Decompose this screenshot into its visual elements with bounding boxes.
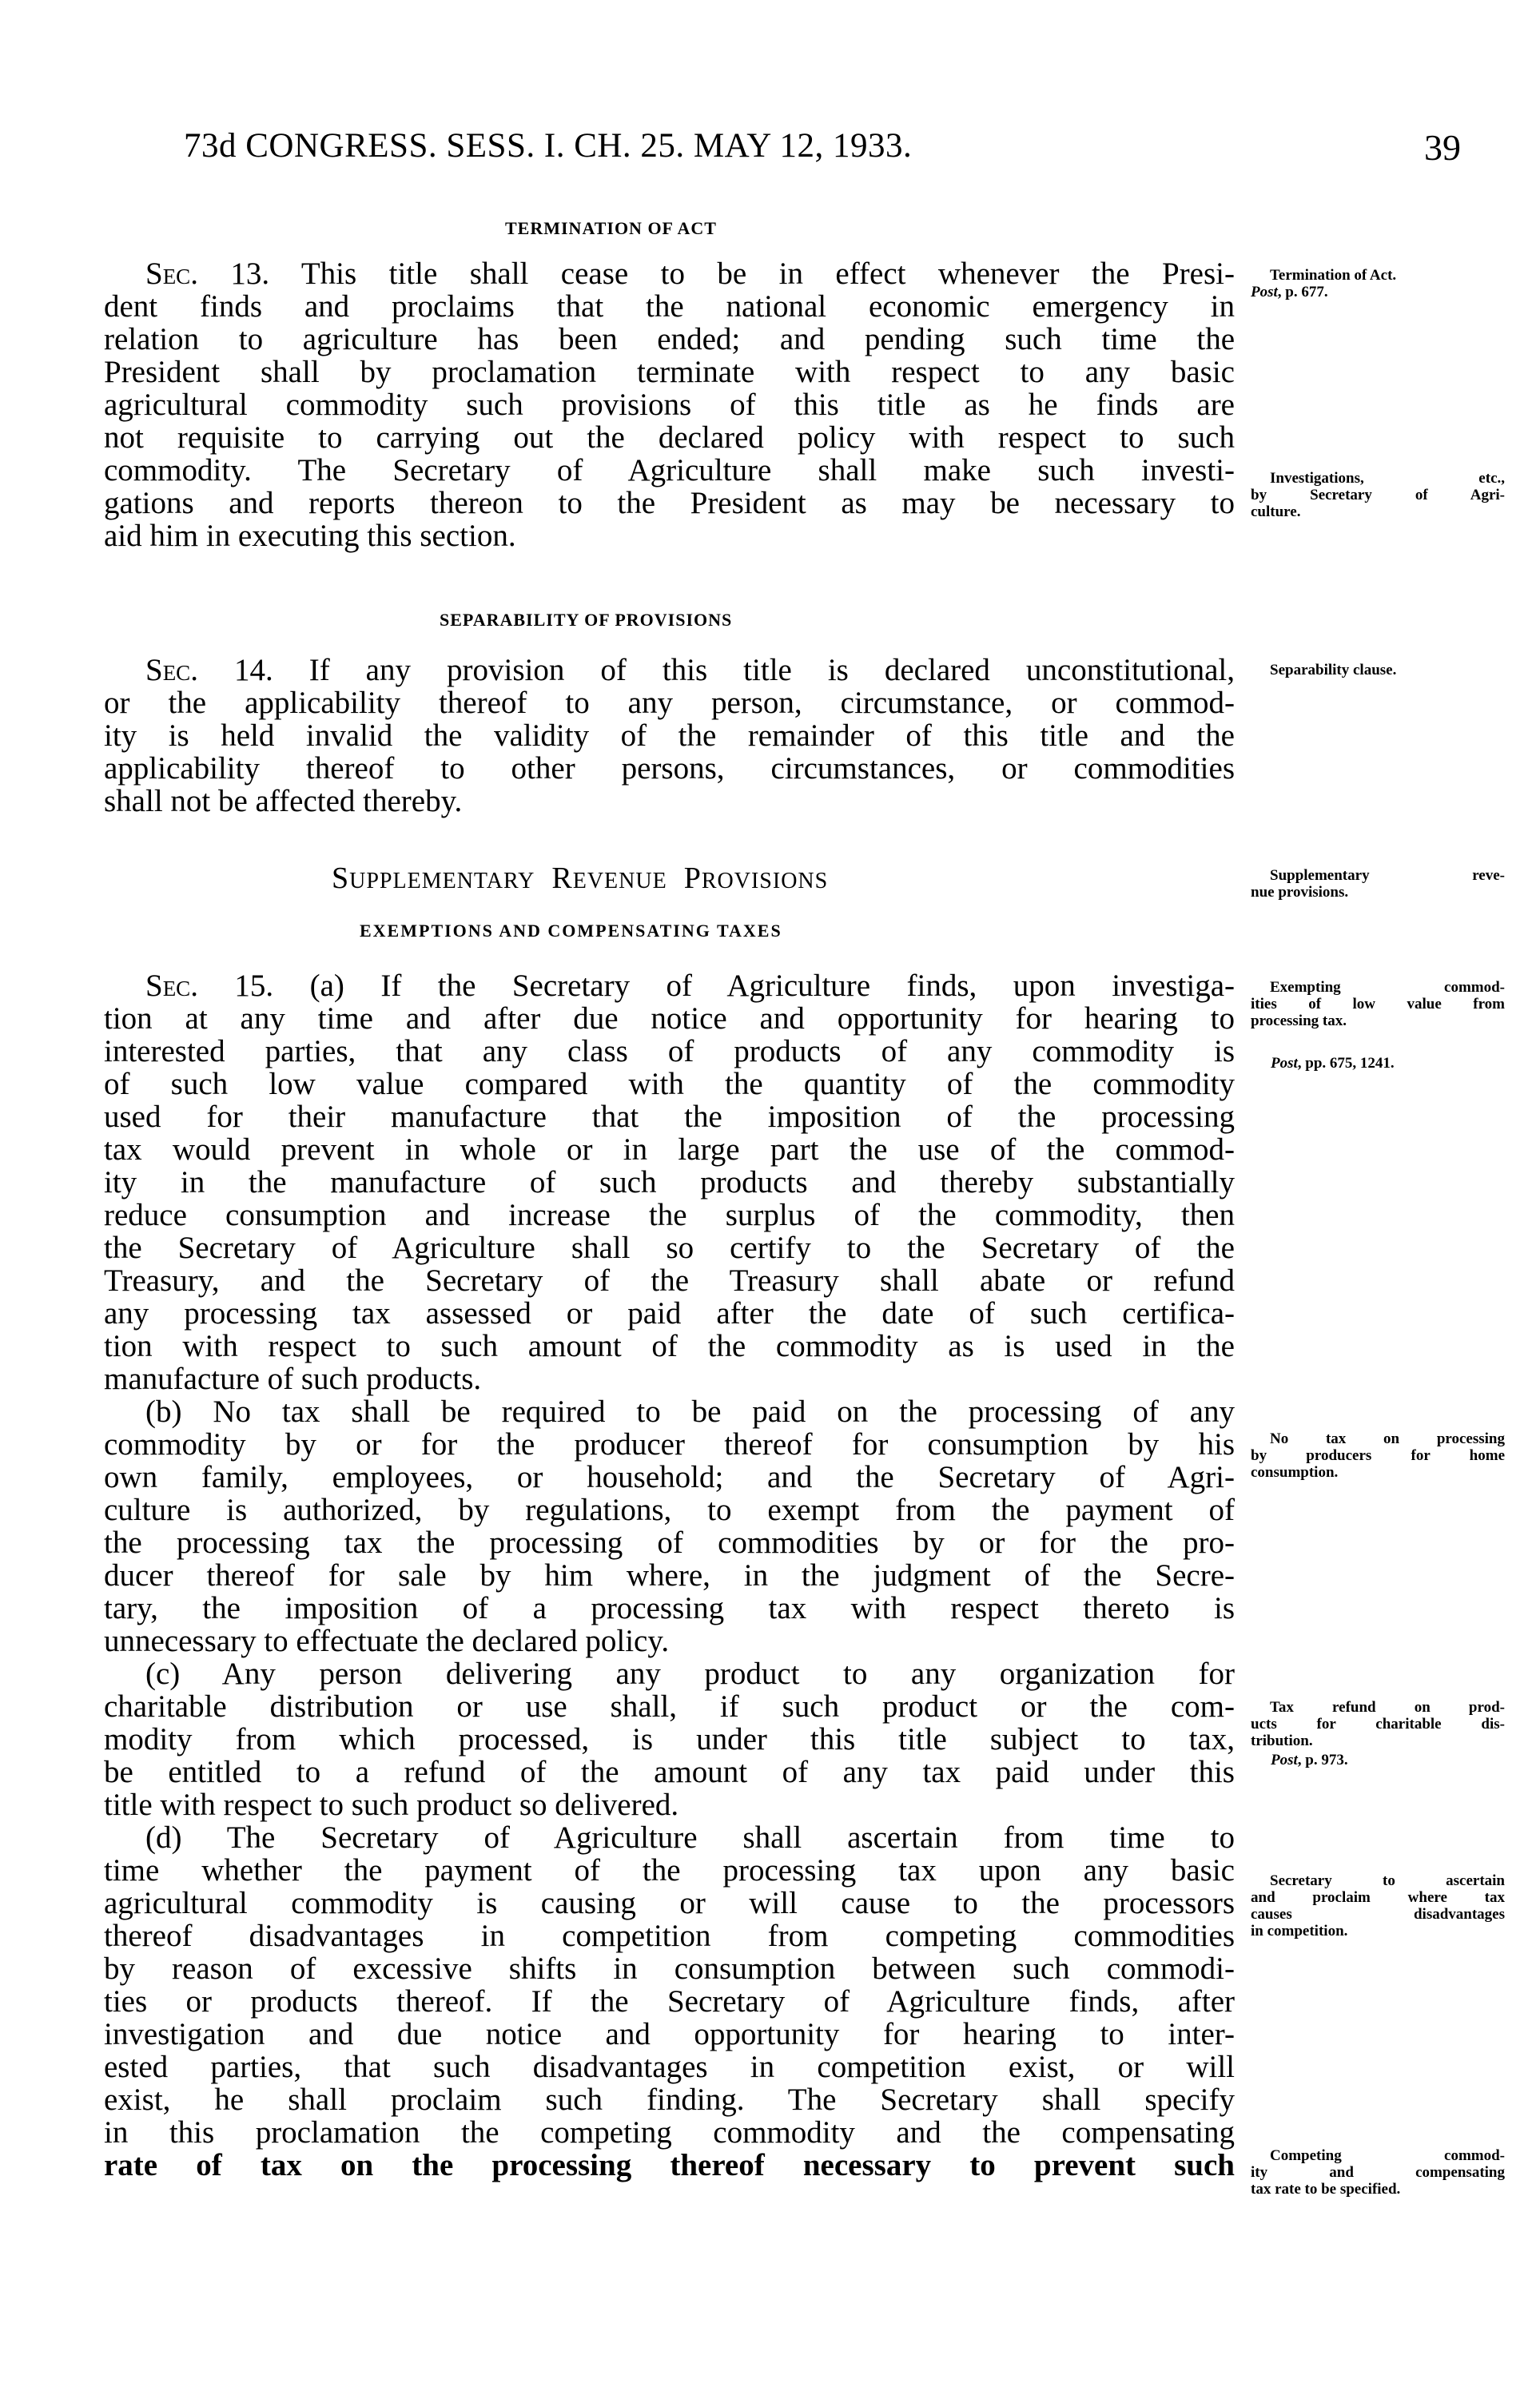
text-line: charitable distribution or use shall, if such product or the com- xyxy=(104,1689,1235,1724)
margin-ref-post-973: Post, p. 973. xyxy=(1271,1752,1348,1768)
section-label: Sec. 13. xyxy=(145,257,270,291)
text-line: tary, the imposition of a processing tax with respect thereto is xyxy=(104,1591,1235,1625)
margin-ref-post-675-1241: Post, pp. 675, 1241. xyxy=(1271,1055,1395,1072)
text-line: gations and reports thereon to the President as may be necessary to xyxy=(104,486,1235,520)
running-head: 73d CONGRESS. SESS. I. CH. 25. MAY 12, 1933. xyxy=(184,127,913,165)
margin-note-tax-refund: Tax refund on prod- ucts for charitable dis- tribution. xyxy=(1251,1699,1505,1749)
text-line: President shall by proclamation terminate with respect to any basic xyxy=(104,355,1235,389)
margin-note-competing-commodity: Competing commod- ity and compensating tax rate to be specified. xyxy=(1251,2147,1505,2198)
text-line: the processing tax the processing of commodities by or for the pro- xyxy=(104,1526,1235,1560)
margin-ref-post-677: Post, p. 677. xyxy=(1251,284,1328,300)
text-line: interested parties, that any class of products of any commodity is xyxy=(104,1034,1235,1068)
text-line: manufacture of such products. xyxy=(104,1362,482,1396)
margin-note-separability: Separability clause. xyxy=(1270,662,1397,678)
text-line: shall not be affected thereby. xyxy=(104,784,463,818)
text-line: in this proclamation the competing commodity and the compensating xyxy=(104,2115,1235,2150)
margin-note-no-tax-home: No tax on processing by producers for home consumption. xyxy=(1251,1430,1505,1481)
margin-note-termination: Termination of Act. xyxy=(1270,267,1397,284)
text-line: applicability thereof to other persons, circumstances, or commodities xyxy=(104,751,1235,786)
text-line: reduce consumption and increase the surplus of the commodity, then xyxy=(104,1198,1235,1232)
text-line: any processing tax assessed or paid after the date of such certifica- xyxy=(104,1296,1235,1331)
text-line: of such low value compared with the quantity of the commodity xyxy=(104,1067,1235,1101)
text-line: ested parties, that such disadvantages in competition exist, or will xyxy=(104,2050,1235,2084)
margin-note-supplementary: Supplementary reve- nue provisions. xyxy=(1251,867,1505,901)
margin-note-secretary-ascertain: Secretary to ascertain and proclaim where tax causes disadvantages in competition. xyxy=(1251,1872,1505,1939)
text-line: agricultural commodity is causing or will cause to the processors xyxy=(104,1886,1235,1920)
section-label: Sec. 14. xyxy=(145,653,273,687)
text-line: own family, employees, or household; and the Secretary of Agri- xyxy=(104,1460,1235,1494)
text-line: ity in the manufacture of such products and thereby substantially xyxy=(104,1165,1235,1199)
text-line: ity is held invalid the validity of the remainder of this title and the xyxy=(104,718,1235,753)
text-line: (b) No tax shall be required to be paid on the processing of any xyxy=(145,1394,1235,1429)
text-line: Treasury, and the Secretary of the Treasury shall abate or refund xyxy=(104,1263,1235,1298)
text-line: Sec. 15. (a) If the Secretary of Agriculture finds, upon investiga- xyxy=(145,969,1235,1003)
text-line: unnecessary to effectuate the declared policy. xyxy=(104,1624,670,1658)
text-line: rate of tax on the processing thereof necessary to prevent such xyxy=(104,2148,1235,2182)
margin-note-exempting: Exempting commod- ities of low value from processing tax. xyxy=(1251,979,1505,1029)
text-line: aid him in executing this section. xyxy=(104,519,516,553)
text-line: exist, he shall proclaim such finding. The Secretary shall specify xyxy=(104,2083,1235,2117)
text-line: tion with respect to such amount of the commodity as is used in the xyxy=(104,1329,1235,1363)
text-line: modity from which processed, is under this title subject to tax, xyxy=(104,1722,1235,1756)
text-line: Sec. 13. This title shall cease to be in effect whenever the Presi- xyxy=(145,257,1235,291)
section-heading-separability: SEPARABILITY OF PROVISIONS xyxy=(440,610,733,630)
section-heading-termination: TERMINATION OF ACT xyxy=(505,218,717,238)
section-label: Sec. 15. xyxy=(145,969,274,1003)
text-line: commodity by or for the producer thereof for consumption by his xyxy=(104,1427,1235,1462)
text-line: (c) Any person delivering any product to any organization for xyxy=(145,1657,1235,1691)
text-line: (d) The Secretary of Agriculture shall ascertain from time to xyxy=(145,1820,1235,1855)
text-line: agricultural commodity such provisions of this title as he finds are xyxy=(104,388,1235,422)
text-line: by reason of excessive shifts in consumption between such commodi- xyxy=(104,1951,1235,1986)
text-line: be entitled to a refund of the amount of any tax paid under this xyxy=(104,1755,1235,1789)
subheading-exemptions: EXEMPTIONS AND COMPENSATING TAXES xyxy=(360,921,782,941)
text-line: the Secretary of Agriculture shall so certify to the Secretary of the xyxy=(104,1231,1235,1265)
text-line: commodity. The Secretary of Agriculture shall make such investi- xyxy=(104,453,1235,487)
text-line: or the applicability thereof to any person, circumstance, or commod- xyxy=(104,686,1235,720)
part-heading-supplementary-revenue: SUPPLEMENTARY REVENUE PROVISIONS xyxy=(332,861,829,895)
margin-note-investigations: Investigations, etc., by Secretary of Agri- culture. xyxy=(1251,470,1505,520)
text-line: title with respect to such product so delivered. xyxy=(104,1788,679,1822)
text-line: used for their manufacture that the imposition of the processing xyxy=(104,1100,1235,1134)
text-line: culture is authorized, by regulations, to exempt from the payment of xyxy=(104,1493,1235,1527)
text-line: thereof disadvantages in competition from competing commodities xyxy=(104,1919,1235,1953)
text-line: ducer thereof for sale by him where, in the judgment of the Secre- xyxy=(104,1558,1235,1593)
text-line: tax would prevent in whole or in large part the use of the commod- xyxy=(104,1132,1235,1167)
text-line: Sec. 14. If any provision of this title is declared unconstitutional, xyxy=(145,653,1235,687)
text-line: relation to agriculture has been ended; and pending such time the xyxy=(104,322,1235,356)
text-line: ties or products thereof. If the Secretary of Agriculture finds, after xyxy=(104,1984,1235,2019)
page-number: 39 xyxy=(1424,127,1461,168)
text-line: dent finds and proclaims that the national economic emergency in xyxy=(104,289,1235,324)
text-line: not requisite to carrying out the declared policy with respect to such xyxy=(104,420,1235,455)
text-line: time whether the payment of the processing tax upon any basic xyxy=(104,1853,1235,1888)
text-line: tion at any time and after due notice and opportunity for hearing to xyxy=(104,1001,1235,1036)
text-line: investigation and due notice and opportunity for hearing to inter- xyxy=(104,2017,1235,2051)
